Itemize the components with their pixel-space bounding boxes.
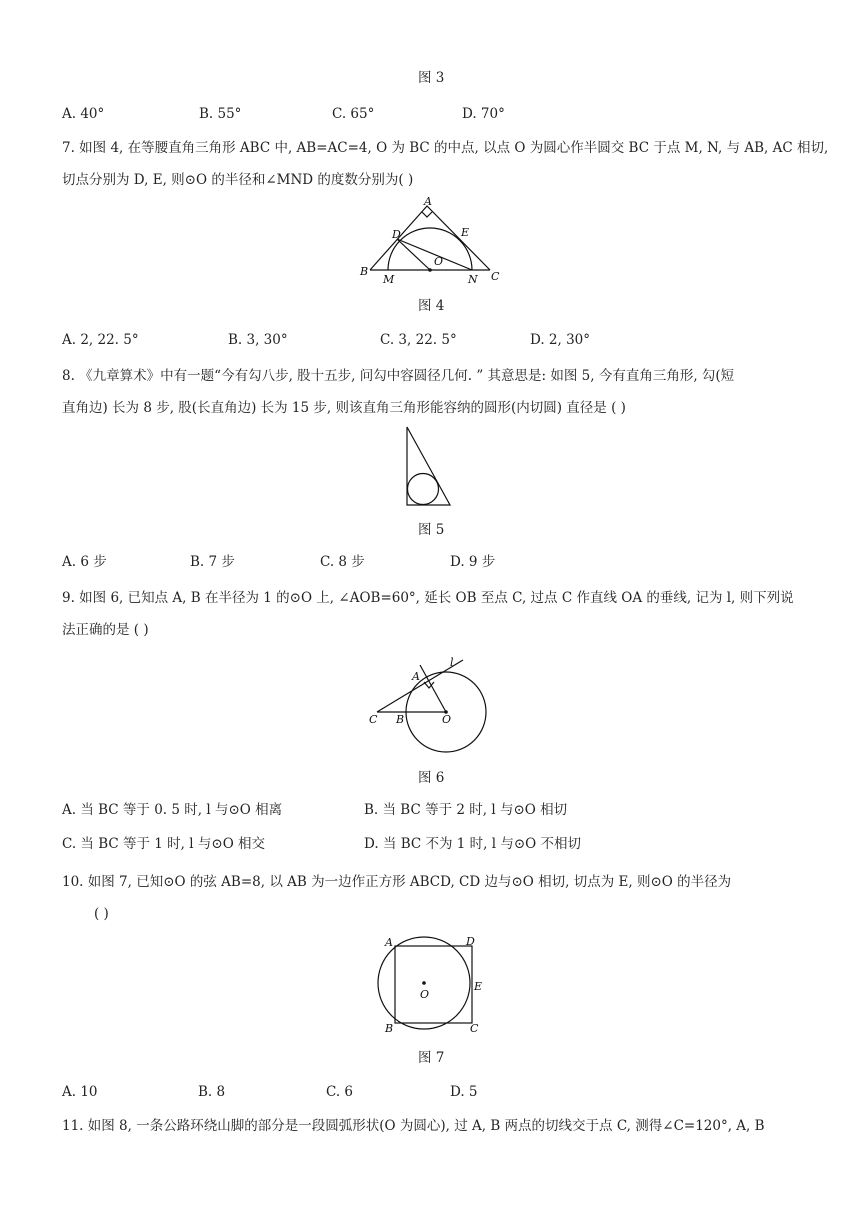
q8-text-line2: 直角边) 长为 8 步, 股(长直角边) 长为 15 步, 则该直角三角形能容纳的圆形(内切圆) 直径是 ( ) bbox=[62, 400, 626, 416]
fig4-label-c: C bbox=[491, 270, 500, 283]
fig6-label-c: C bbox=[369, 713, 378, 726]
figure-5-caption: 图 5 bbox=[418, 522, 445, 538]
q9-text-line1: 9. 如图 6, 已知点 A, B 在半径为 1 的⊙O 上, ∠AOB=60°, 延长 OB 至点 C, 过点 C 作直线 OA 的垂线, 记为 l, 则下列说 bbox=[62, 590, 794, 606]
q6-option-b: B. 55° bbox=[199, 106, 242, 122]
figure-4-caption: 图 4 bbox=[418, 298, 445, 314]
fig4-label-e: E bbox=[461, 226, 470, 239]
fig4-label-a: A bbox=[424, 195, 432, 208]
q6-option-c: C. 65° bbox=[332, 106, 375, 122]
fig4-label-n: N bbox=[468, 273, 478, 286]
fig7-label-a: A bbox=[385, 936, 393, 949]
fig6-label-o: O bbox=[442, 713, 452, 726]
fig6-label-a: A bbox=[412, 670, 420, 683]
fig4-label-o: O bbox=[434, 255, 444, 268]
figure-6-diagram bbox=[362, 652, 494, 752]
fig7-label-b: B bbox=[385, 1022, 394, 1035]
q10-text-line2: ( ) bbox=[94, 906, 109, 922]
q10-text-line1: 10. 如图 7, 已知⊙O 的弦 AB=8, 以 AB 为一边作正方形 ABCD, CD 边与⊙O 相切, 切点为 E, 则⊙O 的半径为 bbox=[62, 874, 732, 890]
q10-option-d: D. 5 bbox=[450, 1084, 478, 1100]
q7-option-b: B. 3, 30° bbox=[228, 332, 288, 348]
q9-option-c: C. 当 BC 等于 1 时, l 与⊙O 相交 bbox=[62, 836, 266, 852]
q6-option-a: A. 40° bbox=[62, 106, 105, 122]
fig6-label-l: l bbox=[450, 656, 454, 669]
q10-option-b: B. 8 bbox=[198, 1084, 226, 1100]
q9-option-b: B. 当 BC 等于 2 时, l 与⊙O 相切 bbox=[364, 802, 568, 818]
q8-option-b: B. 7 步 bbox=[190, 554, 235, 570]
q10-option-a: A. 10 bbox=[62, 1084, 98, 1100]
q8-option-d: D. 9 步 bbox=[450, 554, 496, 570]
q11-text-line1: 11. 如图 8, 一条公路环绕山脚的部分是一段圆弧形状(O 为圆心), 过 A, B 两点的切线交于点 C, 测得∠C=120°, A, B bbox=[62, 1118, 765, 1134]
q7-text-line1: 7. 如图 4, 在等腰直角三角形 ABC 中, AB=AC=4, O 为 BC 的中点, 以点 O 为圆心作半圆交 BC 于点 M, N, 与 AB, AC 相切, bbox=[62, 140, 829, 156]
figure-7-caption: 图 7 bbox=[418, 1050, 445, 1066]
q8-text-line1: 8. 《九章算术》中有一题“今有勾八步, 股十五步, 问勾中容圆径几何. ” 其意思是: 如图 5, 今有直角三角形, 勾(短 bbox=[62, 368, 735, 384]
fig4-label-d: D bbox=[392, 228, 401, 241]
fig7-label-d: D bbox=[466, 935, 475, 948]
fig4-label-b: B bbox=[360, 265, 369, 278]
figure-3-caption: 图 3 bbox=[418, 70, 445, 86]
q9-option-a: A. 当 BC 等于 0. 5 时, l 与⊙O 相离 bbox=[62, 802, 283, 818]
fig7-label-c: C bbox=[470, 1022, 479, 1035]
q7-option-d: D. 2, 30° bbox=[530, 332, 591, 348]
q9-text-line2: 法正确的是 ( ) bbox=[62, 622, 149, 638]
q9-option-d: D. 当 BC 不为 1 时, l 与⊙O 不相切 bbox=[364, 836, 582, 852]
figure-5-diagram bbox=[404, 426, 454, 508]
q7-option-a: A. 2, 22. 5° bbox=[62, 332, 139, 348]
fig7-label-o: O bbox=[420, 988, 430, 1001]
q6-option-d: D. 70° bbox=[462, 106, 505, 122]
q8-option-c: C. 8 步 bbox=[320, 554, 365, 570]
figure-4-diagram bbox=[350, 194, 510, 286]
q7-option-c: C. 3, 22. 5° bbox=[380, 332, 457, 348]
figure-6-caption: 图 6 bbox=[418, 770, 445, 786]
q10-option-c: C. 6 bbox=[326, 1084, 354, 1100]
fig7-label-e: E bbox=[474, 980, 483, 993]
q8-option-a: A. 6 步 bbox=[62, 554, 107, 570]
figure-7-diagram bbox=[380, 932, 490, 1035]
fig6-label-b: B bbox=[396, 713, 405, 726]
q7-text-line2: 切点分别为 D, E, 则⊙O 的半径和∠MND 的度数分别为( ) bbox=[62, 172, 414, 188]
fig4-label-m: M bbox=[383, 273, 395, 286]
